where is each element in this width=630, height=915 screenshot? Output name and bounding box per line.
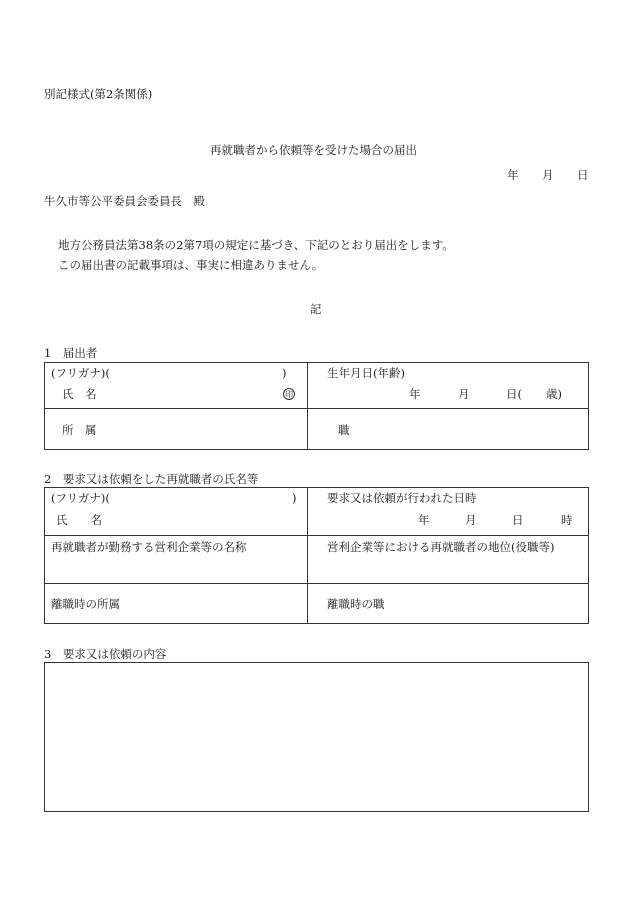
s1-name-label: 氏 名 <box>62 387 97 401</box>
s1-birth-year: 年 <box>409 387 421 401</box>
s1-birthdate-label: 生年月日(年齢) <box>327 366 405 380</box>
s2-dt-year: 年 <box>418 513 430 527</box>
ki-label: 記 <box>310 302 322 316</box>
section2-row-divider-1 <box>44 535 589 536</box>
section1-heading: 1 届出者 <box>44 346 98 360</box>
addressee: 牛久市等公平委員会委員長 殿 <box>44 194 205 208</box>
section1-table <box>44 362 589 450</box>
s1-affiliation-label: 所 属 <box>62 423 97 437</box>
s2-furigana-open: (フリガナ)( <box>51 491 110 505</box>
section2-table <box>44 487 589 624</box>
s2-furigana-close: ) <box>292 491 297 505</box>
s1-birth-age-close: 歳) <box>546 387 562 401</box>
section2-heading: 2 要求又は依頼をした再就職者の氏名等 <box>44 472 259 486</box>
date-month-label: 月 <box>542 168 554 182</box>
date-day-label: 日 <box>577 168 589 182</box>
s2-datetime-label: 要求又は依頼が行われた日時 <box>327 491 477 505</box>
s1-birth-month: 月 <box>458 387 470 401</box>
seal-mark-icon: 印 <box>285 390 293 399</box>
date-year-label: 年 <box>507 168 519 182</box>
s2-dt-hour: 時 <box>561 513 573 527</box>
statement-paragraph-1: 地方公務員法第38条の2第7項の規定に基づき、下記のとおり届出をします。 <box>58 238 454 252</box>
s1-furigana-close: ) <box>282 366 287 380</box>
s2-former-affiliation-label: 離職時の所属 <box>51 597 120 611</box>
s1-birth-day-age-open: 日( <box>506 387 522 401</box>
document-title: 再就職者から依頼等を受けた場合の届出 <box>210 143 417 157</box>
form-reference: 別記様式(第2条関係) <box>44 87 153 101</box>
request-content-box[interactable] <box>44 662 589 812</box>
s1-furigana-open: (フリガナ)( <box>51 366 110 380</box>
statement-paragraph-2: この届出書の記載事項は、事実に相違ありません。 <box>58 258 324 272</box>
section1-row-divider <box>44 408 589 409</box>
s2-company-position-label: 営利企業等における再就職者の地位(役職等) <box>327 540 555 554</box>
section2-column-divider <box>307 487 308 624</box>
section2-row-divider-2 <box>44 583 589 584</box>
s2-dt-day: 日 <box>512 513 524 527</box>
section3-heading: 3 要求又は依頼の内容 <box>44 647 167 661</box>
s1-position-label: 職 <box>338 423 350 437</box>
s2-dt-month: 月 <box>465 513 477 527</box>
section1-column-divider <box>307 362 308 450</box>
s2-name-label: 氏 名 <box>56 513 102 527</box>
s2-former-position-label: 離職時の職 <box>327 597 385 611</box>
s2-company-label: 再就職者が勤務する営利企業等の名称 <box>51 540 247 554</box>
